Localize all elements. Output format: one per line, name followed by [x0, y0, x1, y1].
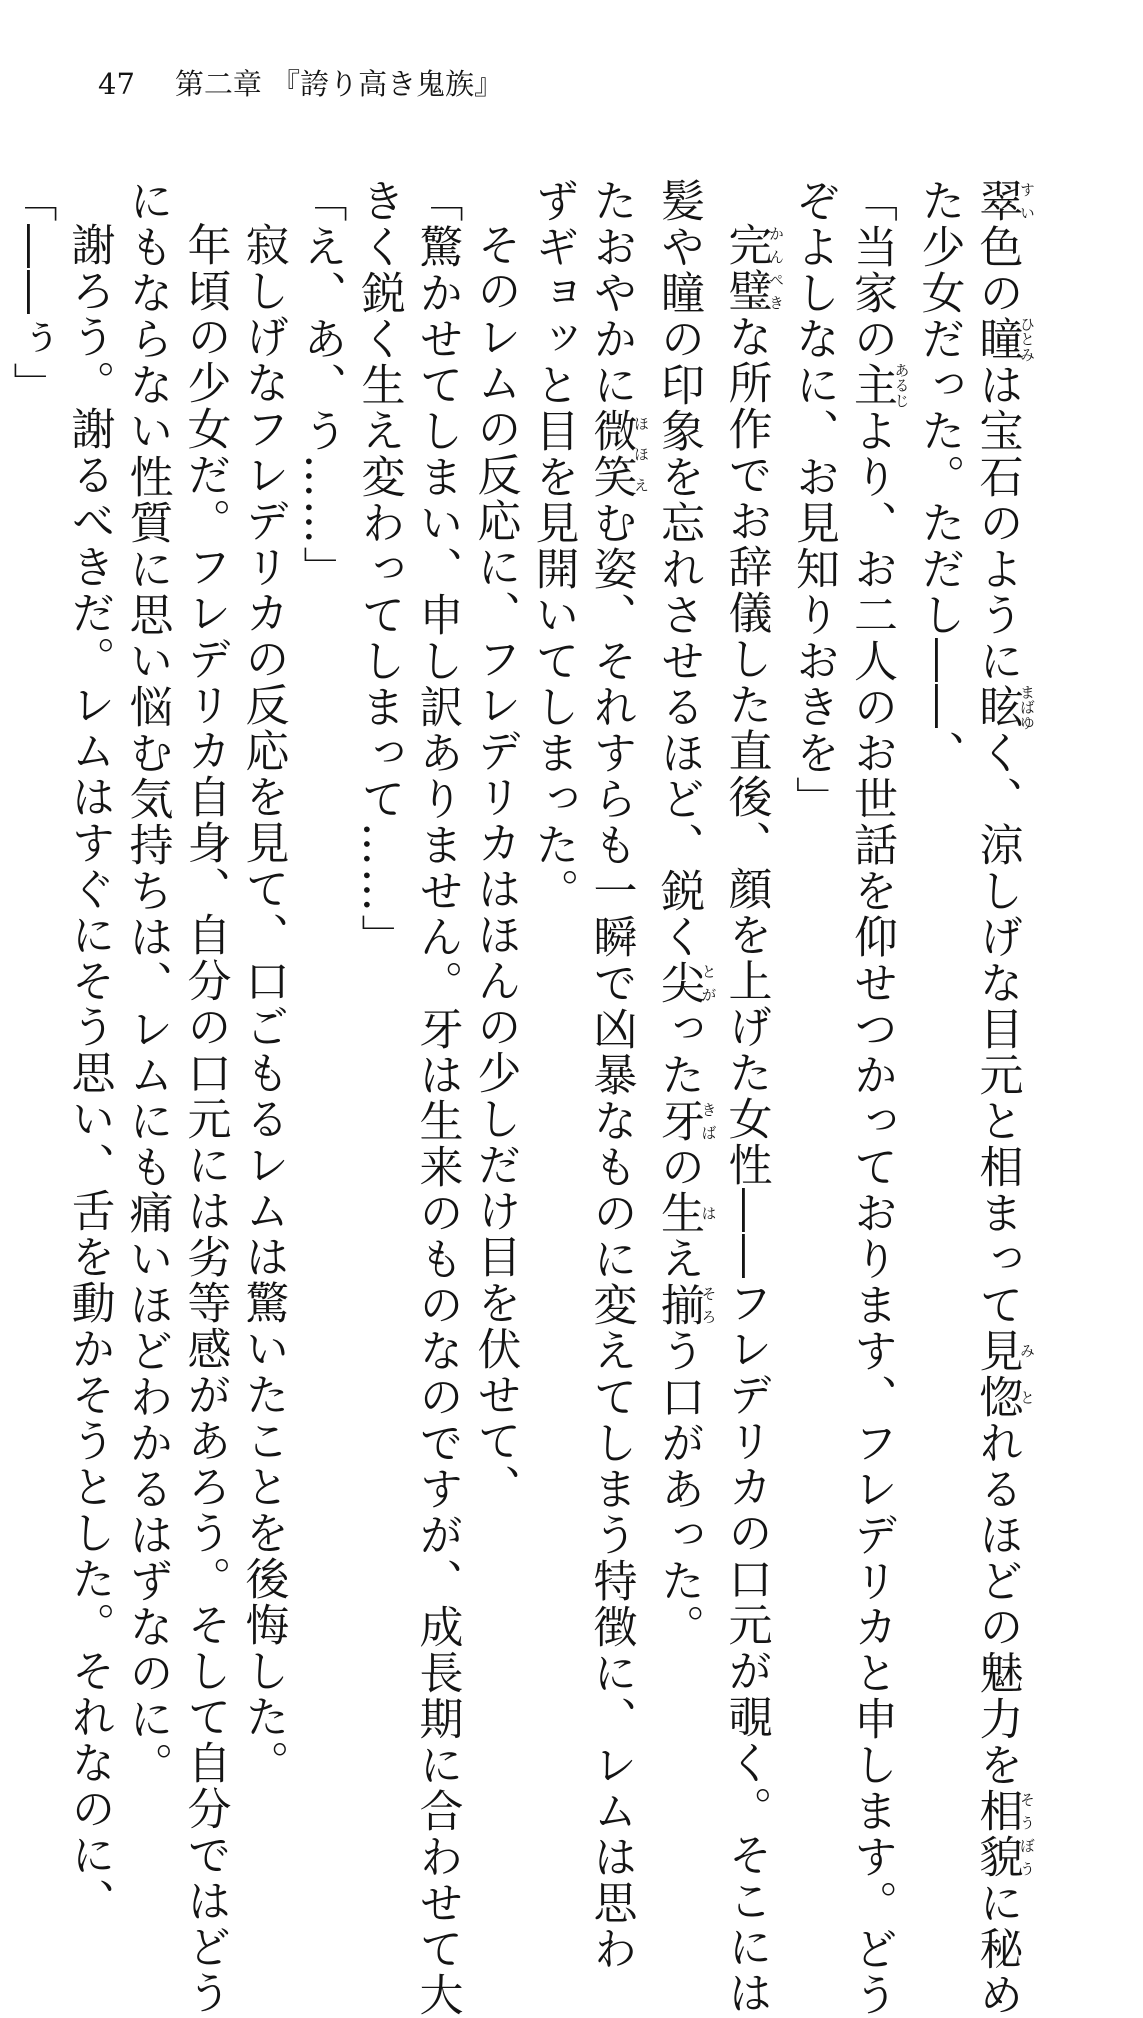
text-run: た少女だった。ただし――、: [913, 178, 965, 776]
text-column: [466, 178, 524, 1638]
text-run: 色の: [971, 224, 1023, 316]
text-run: く、涼しげな目元と相まって: [971, 730, 1023, 1328]
ruby-word: 微笑ほほえ: [585, 408, 650, 500]
text-column: [234, 178, 292, 1786]
page-number: 47: [98, 67, 135, 101]
chapter-label: 第二章: [174, 67, 262, 101]
text-column: [784, 178, 842, 1638]
text-run: より、お二人のお世話を仰せつかっております、フレデリカと申します。どう: [846, 408, 897, 2018]
text-run: 「当家の: [846, 178, 897, 362]
text-run: え: [653, 1236, 704, 1282]
text-column: [176, 178, 234, 2016]
text-run: 年頃の少女だ。フレデリカ自身、自分の口元には劣等感があろう。そして自分ではどう: [179, 222, 231, 2016]
text-column: [649, 178, 718, 1650]
furigana: すい: [1018, 178, 1036, 224]
text-run: む姿、それすらも一瞬で凶暴なものに変えてしまう特徴に、レムは思わ: [585, 500, 637, 1972]
text-run: った: [653, 1006, 704, 1098]
text-run: 謝ろう。謝るべきだ。レムはすぐにそう思い、舌を動かそうとした。それなのに、: [63, 222, 115, 1924]
furigana: そろ: [699, 1282, 718, 1328]
text-column: [60, 178, 118, 1924]
text-column: [524, 178, 582, 1638]
vertical-body-text: [5, 178, 1036, 2018]
ruby-word: 完璧かんぺき: [720, 222, 785, 314]
text-run: れるほどの魅力を: [971, 1420, 1023, 1788]
text-run: 寂しげなフレデリカの反応を見て、口ごもるレムは驚いたことを後悔した。: [237, 222, 289, 1786]
furigana: そうぼう: [1018, 1788, 1036, 1880]
text-column: [2, 178, 60, 1638]
furigana: とが: [699, 960, 718, 1006]
text-column: [910, 178, 968, 1638]
furigana: まばゆ: [1018, 684, 1036, 730]
text-run: 「――ぅ」: [5, 178, 57, 408]
ruby-word: 揃そろ: [653, 1282, 718, 1328]
furigana: きば: [699, 1098, 718, 1144]
text-run: きく鋭く生え変わってしまって……」: [353, 178, 405, 960]
text-column: [350, 178, 408, 1638]
text-run: う口があった。: [653, 1328, 704, 1650]
furigana: は: [699, 1190, 718, 1236]
furigana: ひとみ: [1018, 316, 1036, 362]
ruby-word: 鋭: [653, 868, 704, 914]
ruby-word: 翠すい: [971, 178, 1036, 224]
text-run: にもならない性質に思い悩む気持ちは、レムにも痛いほどわかるはずなのに。: [121, 178, 173, 1788]
text-column: [582, 178, 650, 1972]
text-run: 「驚かせてしまい、申し訳ありません。牙は生来のものなのですが、成長期に合わせて大: [411, 178, 463, 2018]
text-run: ずギョッと目を見開いてしまった。: [527, 178, 579, 914]
text-column: [408, 178, 466, 2018]
ruby-word: 尖とが: [653, 960, 718, 1006]
furigana: かんぺき: [767, 222, 785, 314]
text-column: [842, 178, 911, 2018]
ruby-word: 主あるじ: [846, 362, 911, 408]
furigana: あるじ: [892, 362, 911, 408]
chapter-heading: [175, 64, 503, 104]
text-column: [292, 178, 350, 1638]
furigana: ほほえ: [632, 408, 650, 500]
text-run: の: [653, 1144, 704, 1190]
text-run: に秘め: [971, 1880, 1023, 2018]
text-column: [118, 178, 176, 1788]
ruby-word: 瞳ひとみ: [971, 316, 1036, 362]
running-header: [98, 64, 503, 104]
text-run: 髪や瞳の印象を忘れさせるほど、: [653, 178, 704, 868]
furigana: みと: [1018, 1328, 1036, 1420]
text-run: そのレムの反応に、フレデリカはほんの少しだけ目を伏せて、: [469, 222, 521, 1510]
text-run: く: [653, 914, 704, 960]
ruby-word: 相貌そうぼう: [971, 1788, 1036, 1880]
text-column: [717, 178, 785, 2016]
ruby-word: 見惚みと: [971, 1328, 1036, 1420]
text-column: [968, 178, 1036, 2018]
text-column: [0, 178, 2, 1638]
ruby-word: 眩まばゆ: [971, 684, 1036, 730]
text-run: は宝石のように: [971, 362, 1023, 684]
text-run: 「え、あ、う……」: [295, 178, 347, 592]
chapter-title: 『誇り高き鬼族』: [271, 67, 504, 101]
text-run: な所作でお辞儀した直後、顔を上げた女性――フレデリカの口元が覗く。そこには: [720, 314, 772, 2016]
ruby-word: 牙きば: [653, 1098, 718, 1144]
text-run: ぞよしなに、お見知りおきを」: [788, 178, 839, 822]
text-run: たおやかに: [585, 178, 637, 408]
ruby-word: 生は: [653, 1190, 718, 1236]
